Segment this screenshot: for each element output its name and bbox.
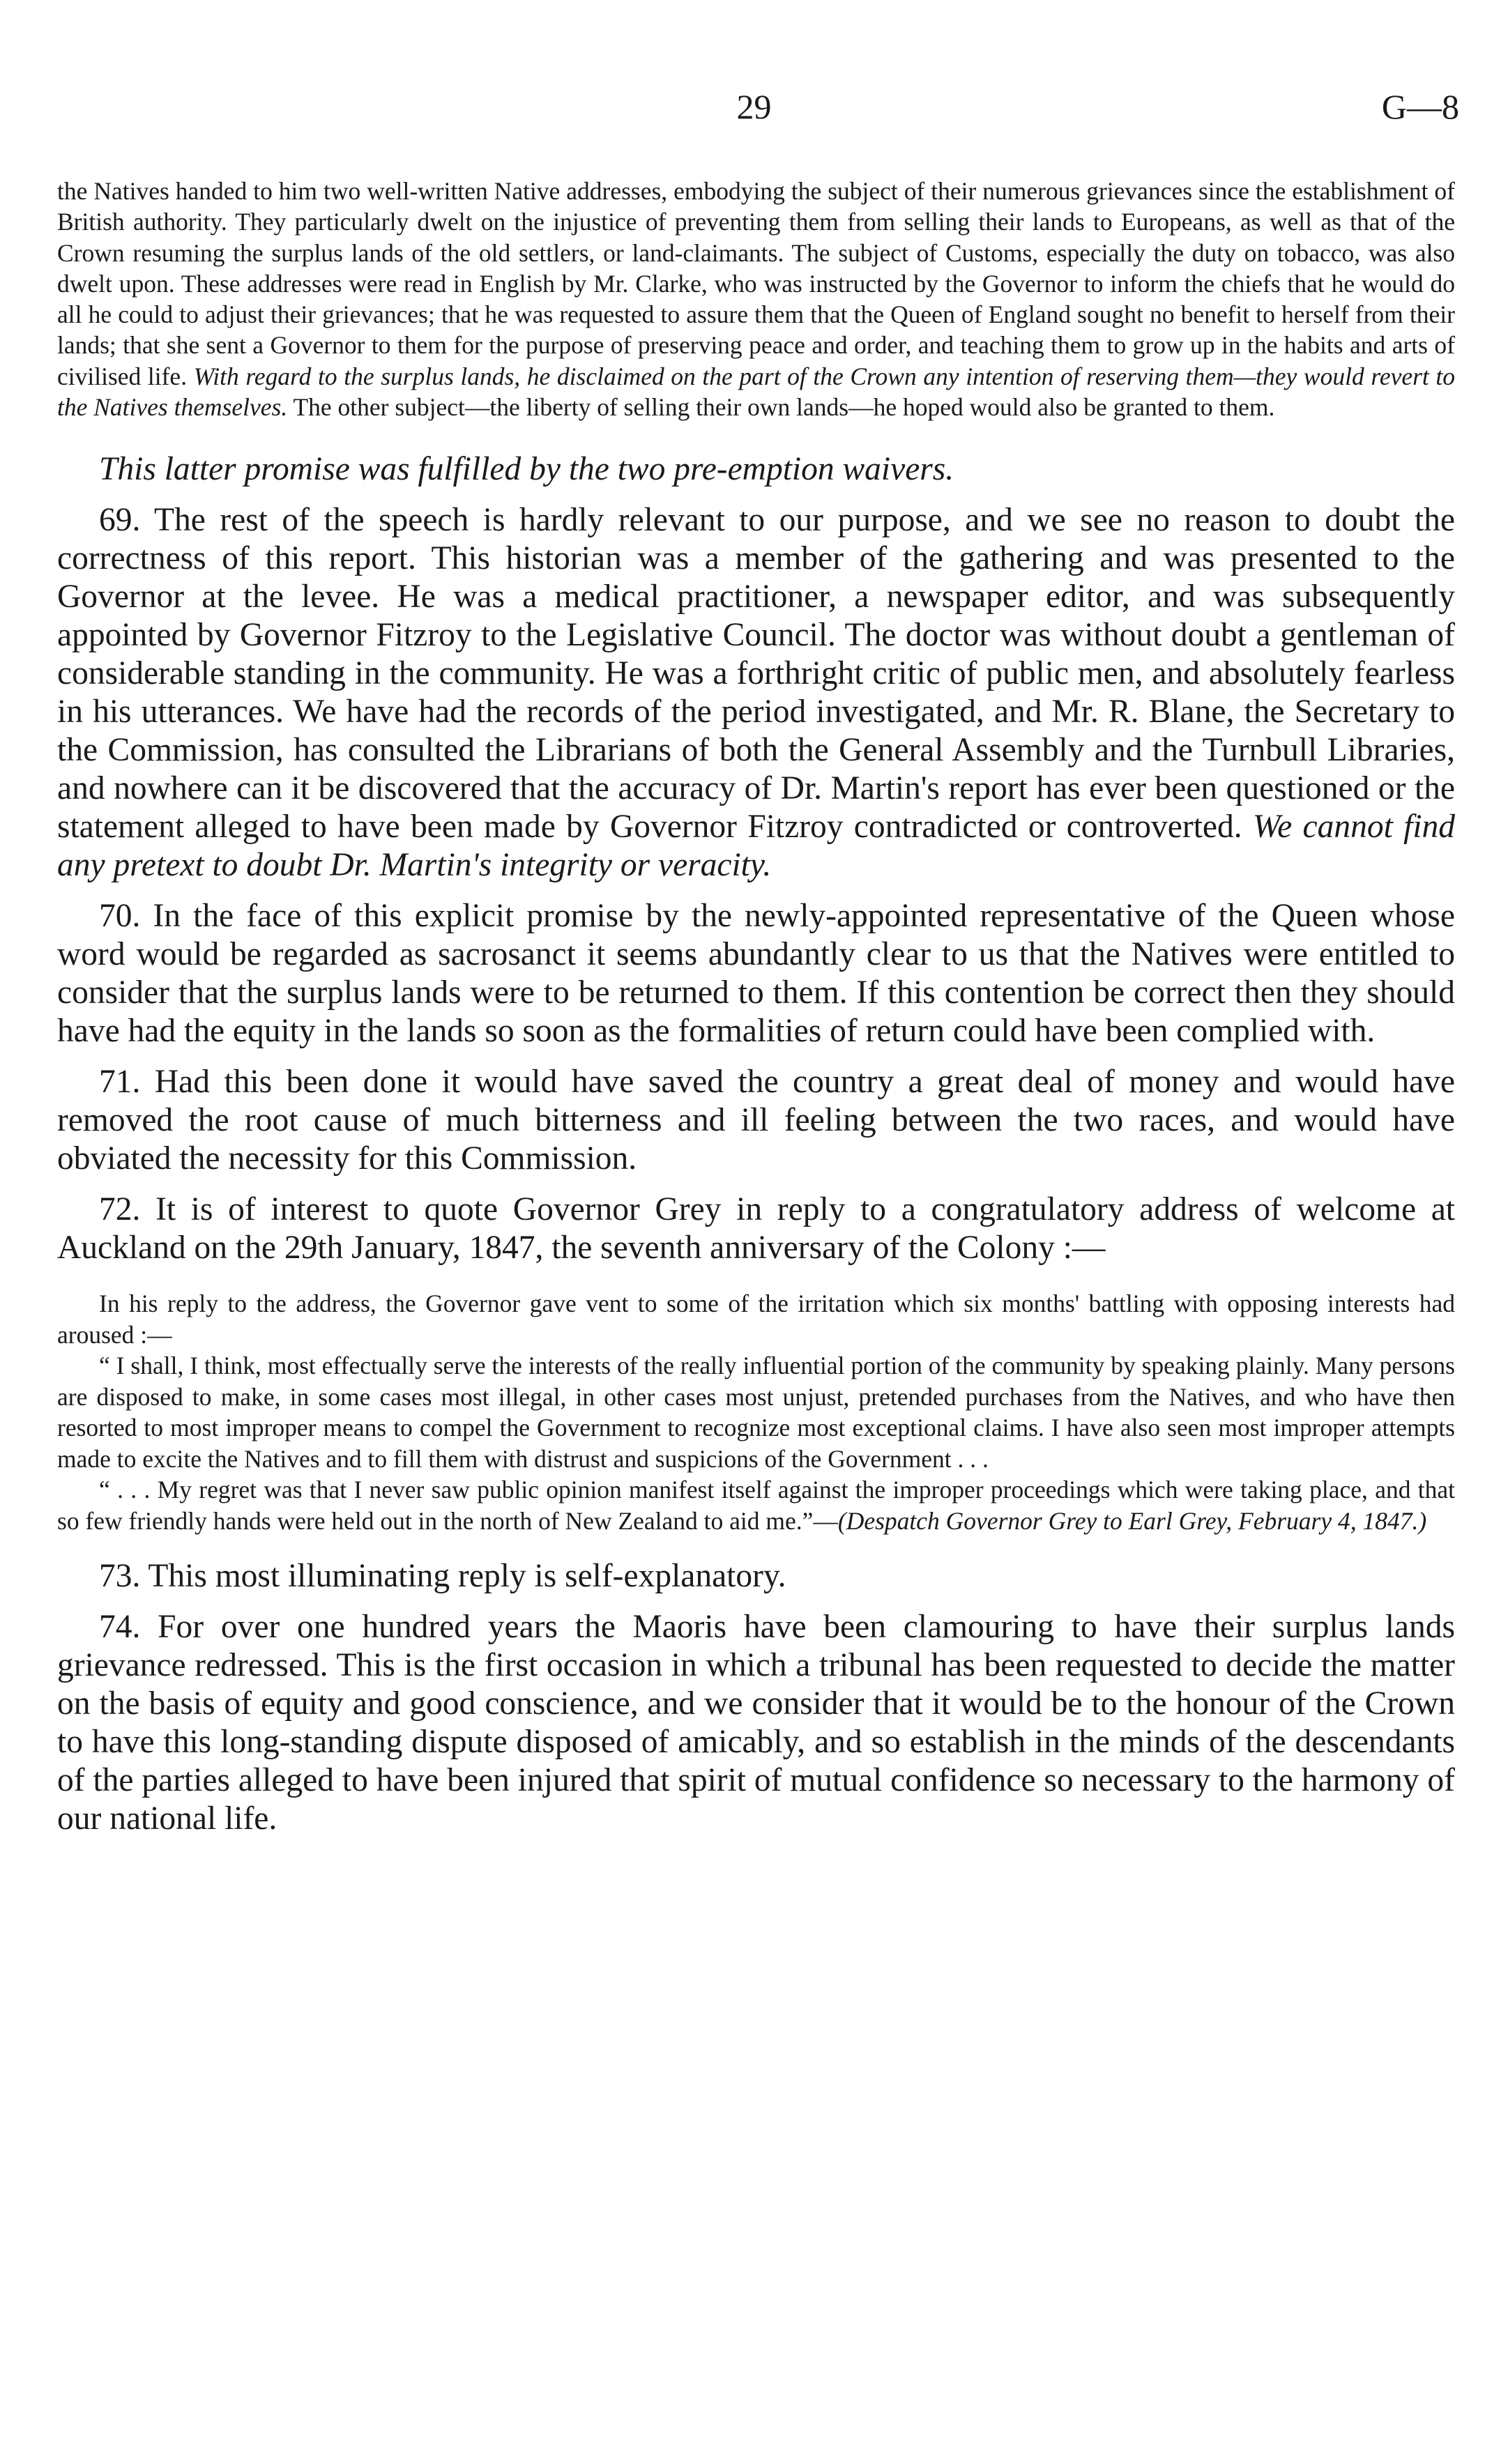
report-text: the Natives handed to him two well-written Native addresses, embodying the subject of their numerous grievances since the establishment of British authority. They particularly dwelt on the injustice of preventing them from selling their lands to Europeans, as well as that of the Crown resuming the surplus lands of the old settlers, or land-claimants. The subject of Customs, especially the duty on tobacco, was also dwelt upon. These addresses were read in English by Mr. Clarke, who was instructed by the Governor to inform the chiefs that he would do all he could to adjust their grievances; that he was requested to assure them that the Queen of England sought no benefit to herself from their lands; that she sent a Governor to them for the purpose of preserving peace and order, and teaching them to grow up in the habits and arts of civilised life.: [57, 177, 1455, 390]
paragraph-69: [57, 501, 1455, 885]
report-italic-text: With regard to the surplus lands, he disclaimed on the part of the Crown any intention of reserving them—they would revert to the Natives themselves.: [57, 362, 1455, 422]
italic-note: This latter promise was fulfilled by the two pre-emption waivers.: [99, 451, 954, 488]
paragraph-73: 73. This most illuminating reply is self-explanatory.: [99, 1558, 786, 1595]
page-number: 29: [736, 87, 772, 126]
quote-citation: (Despatch Governor Grey to Earl Grey, February 4, 1847.): [837, 1506, 1427, 1535]
paragraph-74: 74. For over one hundred years the Maoris have been clamouring to have their surplus lands grievance redressed. This is the first occasion in which a tribunal has been requested to decide the matter on the basis of equity and good conscience, and we consider that it would be to the honour of the Crown to have this long-standing dispute disposed of amicably, and so establish in the minds of the descendants of the parties alleged to have been injured that spirit of mutual confidence so necessary to the harmony of our national life.: [57, 1609, 1455, 1837]
quote-intro: In his reply to the address, the Governor gave vent to some of the irritation which six months' battling with opposing interests had aroused :—: [57, 1290, 1455, 1349]
document-reference: G—8: [1381, 87, 1459, 126]
paragraph-70: 70. In the face of this explicit promise by the newly-appointed representative of the Queen whose word would be regarded as sacrosanct it seems abundantly clear to us that the Natives were entitled to consider that the surplus lands were to be returned to them. If this contention be correct then they should have had the equity in the lands so soon as the formalities of return could have been complied with.: [57, 898, 1455, 1050]
quoted-report-paragraph: [57, 176, 1455, 422]
page-header: [0, 82, 1508, 131]
quote-paragraph-2-text: “ . . . My regret was that I never saw public opinion manifest itself against the improper proceedings which were taking place, and that so few friendly hands were held out in the north of New Zealand to aid me.”—: [57, 1476, 1455, 1535]
report-tail-text: The other subject—the liberty of selling their own lands—he hoped would also be granted to them.: [293, 393, 1275, 422]
quote-paragraph-2: [57, 1474, 1455, 1536]
paragraph-71: 71. Had this been done it would have saved the country a great deal of money and would have removed the root cause of much bitterness and ill feeling between the two races, and would have obviated the necessity for this Commission.: [57, 1064, 1455, 1177]
quote-paragraph-1: “ I shall, I think, most effectually serve the interests of the really influential portion of the community by speaking plainly. Many persons are disposed to make, in some cases most illegal, in other cases most unjust, pretended purchases from the Natives, and who have then resorted to most improper means to compel the Government to recognize most exceptional claims. I have also seen most improper attempts made to excite the Natives and to fill them with distrust and suspicions of the Government . . .: [57, 1352, 1455, 1473]
governor-grey-quote: [57, 1288, 1455, 1536]
paragraph-72: 72. It is of interest to quote Governor Grey in reply to a congratulatory address of welcome at Auckland on the 29th January, 1847, the seventh anniversary of the Colony :—: [57, 1191, 1455, 1267]
paragraph-69-italic: We cannot find any pretext to doubt Dr. Martin's integrity or veracity.: [57, 809, 1456, 884]
page-body: [57, 176, 1455, 1838]
paragraph-69-text: 69. The rest of the speech is hardly relevant to our purpose, and we see no reason to doubt the correctness of this report. This historian was a member of the gathering and was presented to the Governor at the levee. He was a medical practitioner, a newspaper editor, and was subsequently appointed by Governor Fitzroy to the Legislative Council. The doctor was without doubt a gentleman of considerable standing in the community. He was a forthright critic of public men, and absolutely fearless in his utterances. We have had the records of the period investigated, and Mr. R. Blane, the Secretary to the Commission, has consulted the Librarians of both the General Assembly and the Turnbull Libraries, and nowhere can it be discovered that the accuracy of Dr. Martin's report has ever been questioned or the statement alleged to have been made by Governor Fitzroy contradicted or controverted.: [57, 502, 1455, 845]
